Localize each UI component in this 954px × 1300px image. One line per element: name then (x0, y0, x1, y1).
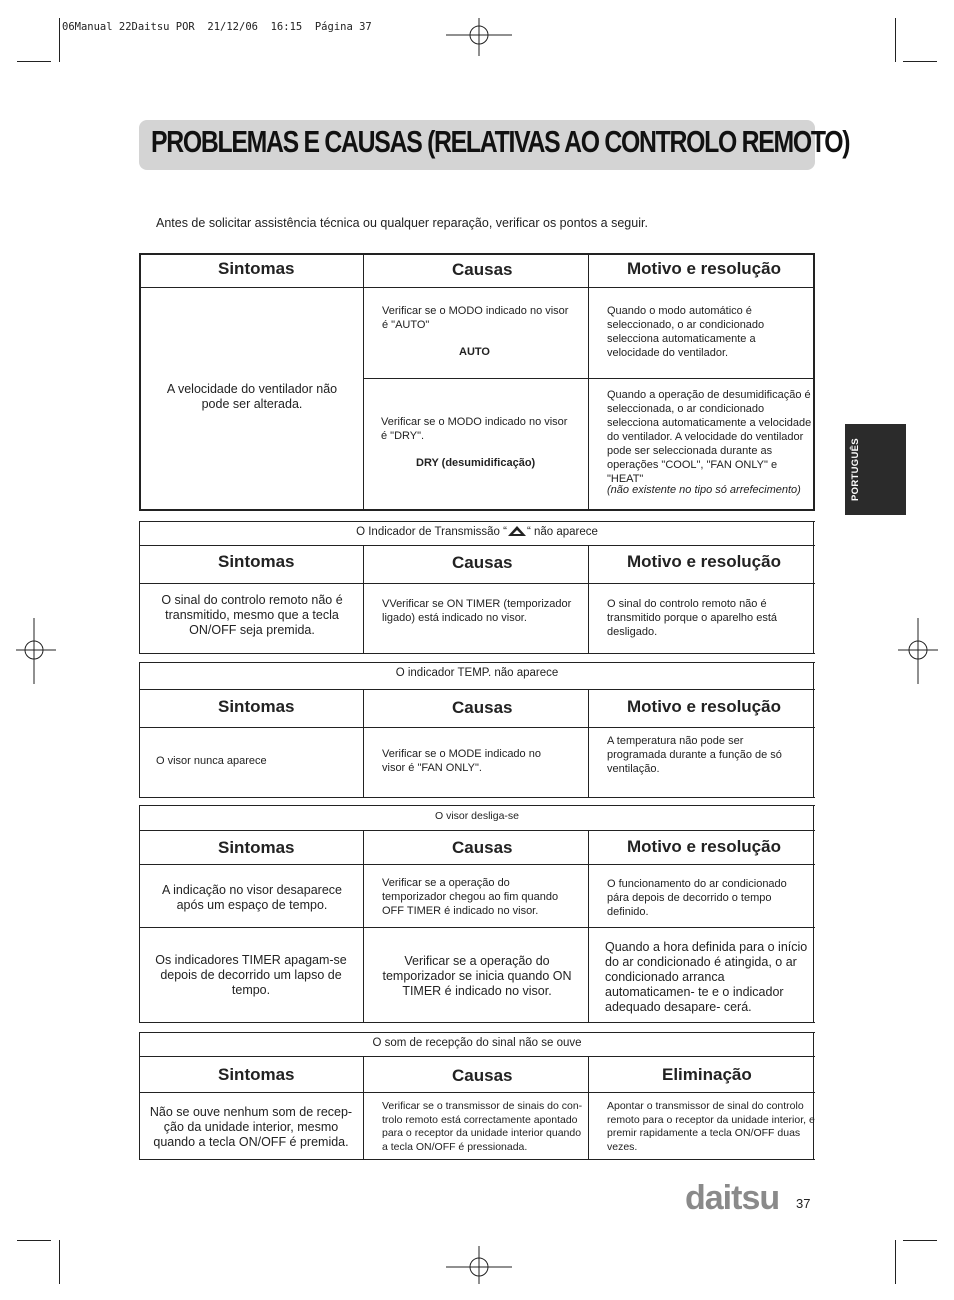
page-number: 37 (796, 1196, 811, 1211)
crop-mark (903, 61, 937, 62)
mode-label: DRY (desumidificação) (416, 457, 536, 469)
symptom-cell: A indicação no visor desaparece após um espaço de tempo. (162, 883, 342, 912)
section-title: O visor desliga-se (434, 810, 520, 822)
symptom-cell: O visor nunca aparece (156, 755, 267, 767)
header-motivo: Motivo e resolução (627, 697, 781, 716)
cause-cell: Verificar se o MODO indicado no visor é "AUTO" (382, 305, 569, 331)
daitsu-logo (685, 1178, 785, 1218)
registration-mark-icon (898, 618, 938, 684)
fix-cell: Apontar o transmissor de sinal do controlo remoto para o receptor da unidade interior, e premir rapidamente a tecla ON/OFF duas vezes. (607, 1100, 815, 1153)
fix-cell: Quando o modo automático é seleccionado, o ar condicionado selecciona automaticamente a velocidade do ventilador. (607, 305, 765, 359)
header-sintomas: Sintomas (218, 259, 295, 278)
fix-cell: O sinal do controlo remoto não é transmitido porque o aparelho está desligado. (607, 598, 777, 638)
registration-mark-icon (16, 618, 56, 684)
cause-cell: Verificar se o MODE indicado no visor é "FAN ONLY". (382, 748, 541, 774)
header-eliminacao: Eliminação (662, 1065, 752, 1084)
intro-text: Antes de solicitar assistência técnica ou qualquer reparação, verificar os pontos a seguir. (156, 216, 648, 230)
cause-cell: Verificar se a operação do temporizador se inicia quando ON TIMER é indicado no visor. (382, 954, 572, 998)
symptom-cell: A velocidade do ventilador não pode ser alterada. (166, 382, 338, 411)
fix-cell: Quando a hora definida para o início do ar condicionado é atingida, o ar condicionado arranca automaticamen- te e o indicador adequado desapare- cerá. (605, 940, 808, 1014)
fix-cell: Quando a operação de desumidificação é seleccionada, o ar condicionado selecciona automaticamente a velocidade do ventilador. A velocidade do ventilador pode ser seleccionada durante as operações "COOL", "FAN ONLY" e "HEAT" (607, 389, 812, 485)
crop-mark (903, 1240, 937, 1241)
symptom-cell: O sinal do controlo remoto não é transmitido, mesmo que a tecla ON/OFF seja premida. (161, 593, 343, 637)
cause-cell: Verificar se o transmissor de sinais do con- trolo remoto está correctamente apontado para o receptor da unidade interior quando a tecla ON/OFF é pressionada. (382, 1100, 583, 1153)
fix-cell: A temperatura não pode ser programada durante a função de só ventilação. (607, 735, 782, 775)
mode-label: AUTO (459, 346, 490, 358)
page-title: PROBLEMAS E CAUSAS (RELATIVAS AO CONTROLO REMOTO) (151, 124, 850, 159)
header-sintomas: Sintomas (218, 838, 295, 857)
svg-text:daitsu: daitsu (685, 1179, 780, 1217)
symptom-cell: Não se ouve nenhum som de recep- ção da unidade interior, mesmo quando a tecla ON/OFF é premida. (149, 1105, 353, 1149)
header-motivo: Motivo e resolução (627, 259, 781, 278)
cause-cell: Verificar se a operação do temporizador chegou ao fim quando OFF TIMER é indicado no visor. (382, 877, 559, 917)
header-causas: Causas (452, 260, 513, 279)
section-title: O indicador TEMP. não aparece (395, 667, 559, 679)
header-causas: Causas (452, 838, 513, 857)
symptom-cell: Os indicadores TIMER apagam-se depois de decorrido um lapso de tempo. (155, 953, 347, 997)
transmission-triangle-icon (508, 526, 526, 536)
crop-mark (17, 61, 51, 62)
section-title: O Indicador de Transmissão “ “ não aparece (356, 526, 598, 538)
print-header: 06Manual 22Daitsu POR 21/12/06 16:15 Página 37 (62, 21, 372, 33)
crop-mark (59, 1240, 60, 1284)
section-title: O som de recepção do sinal não se ouve (372, 1037, 582, 1049)
cause-cell: Verificar se o MODO indicado no visor é "DRY". (381, 416, 568, 442)
header-motivo: Motivo e resolução (627, 837, 781, 856)
crop-mark (59, 18, 60, 62)
registration-mark-icon (446, 18, 512, 56)
header-sintomas: Sintomas (218, 697, 295, 716)
crop-mark (895, 18, 896, 62)
crop-mark (895, 1240, 896, 1284)
header-causas: Causas (452, 553, 513, 572)
header-sintomas: Sintomas (218, 1065, 295, 1084)
header-causas: Causas (452, 1066, 513, 1085)
crop-mark (17, 1240, 51, 1241)
language-tab-label: PORTUGUÊS (850, 438, 861, 502)
cause-cell: VVerificar se ON TIMER (temporizador ligado) está indicado no visor. (382, 598, 572, 624)
registration-mark-icon (446, 1246, 512, 1284)
fix-note: (não existente no tipo só arrefecimento) (607, 484, 801, 496)
fix-cell: O funcionamento do ar condicionado pára depois de decorrido o tempo definido. (607, 878, 787, 918)
header-causas: Causas (452, 698, 513, 717)
header-motivo: Motivo e resolução (627, 552, 781, 571)
header-sintomas: Sintomas (218, 552, 295, 571)
